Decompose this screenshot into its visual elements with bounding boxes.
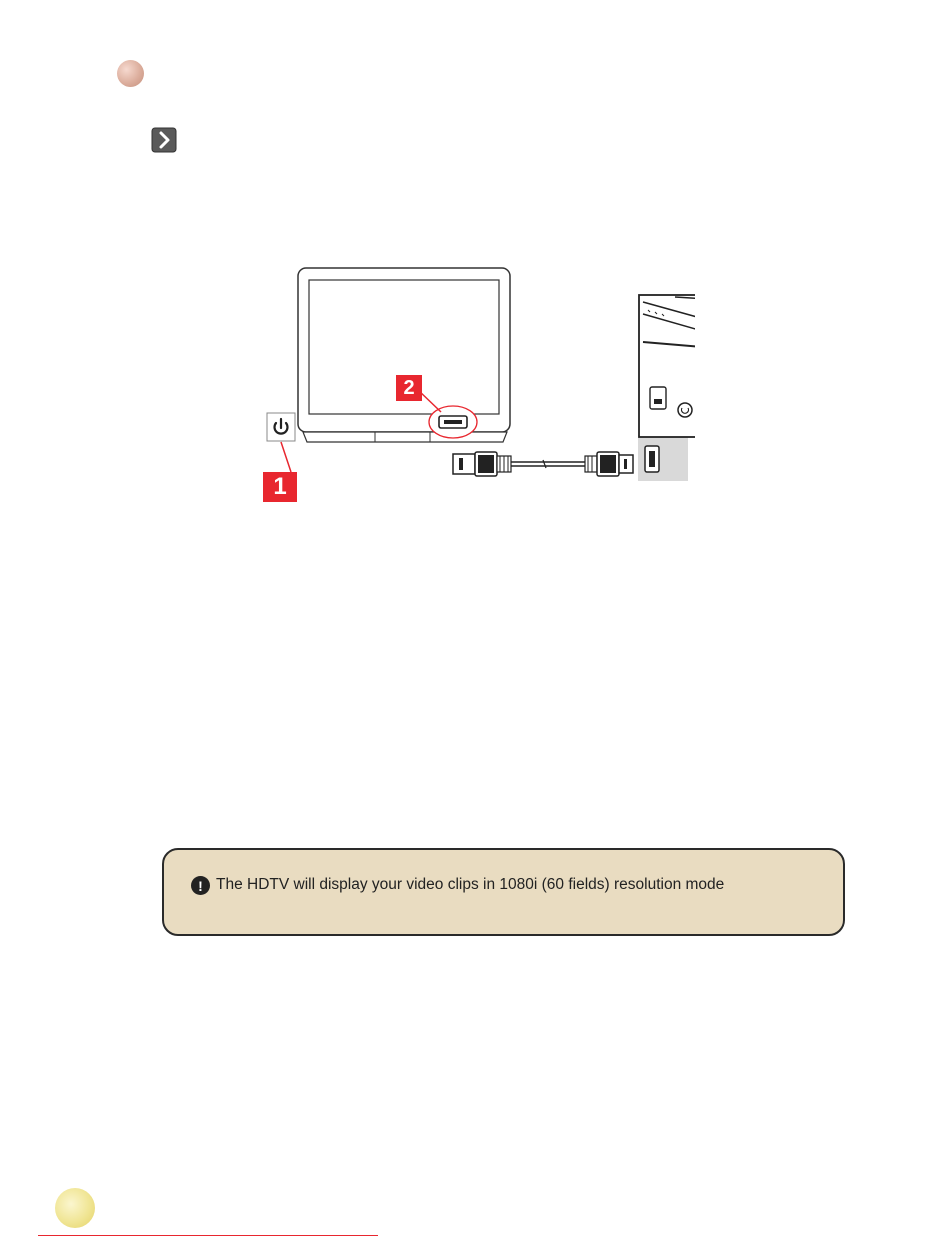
- hdmi-cable-icon: [453, 452, 633, 476]
- exclamation-icon: !: [191, 876, 210, 895]
- step-1-badge: 1: [263, 472, 297, 502]
- page-number-dot: [55, 1188, 95, 1228]
- footer-rule: [38, 1235, 378, 1236]
- hdtv-connection-diagram: [245, 262, 695, 512]
- step-2-badge: 2: [396, 375, 422, 401]
- hdtv-illustration: [298, 268, 510, 442]
- note-text: The HDTV will display your video clips in 1080i (60 fields) resolution mode: [216, 876, 725, 893]
- camera-side-panel-illustration: [638, 295, 695, 481]
- power-button-icon: [267, 413, 295, 441]
- step-arrow-icon: [151, 127, 177, 153]
- tv-hdmi-port-icon: [429, 406, 477, 438]
- section-bullet-dot: [117, 60, 144, 87]
